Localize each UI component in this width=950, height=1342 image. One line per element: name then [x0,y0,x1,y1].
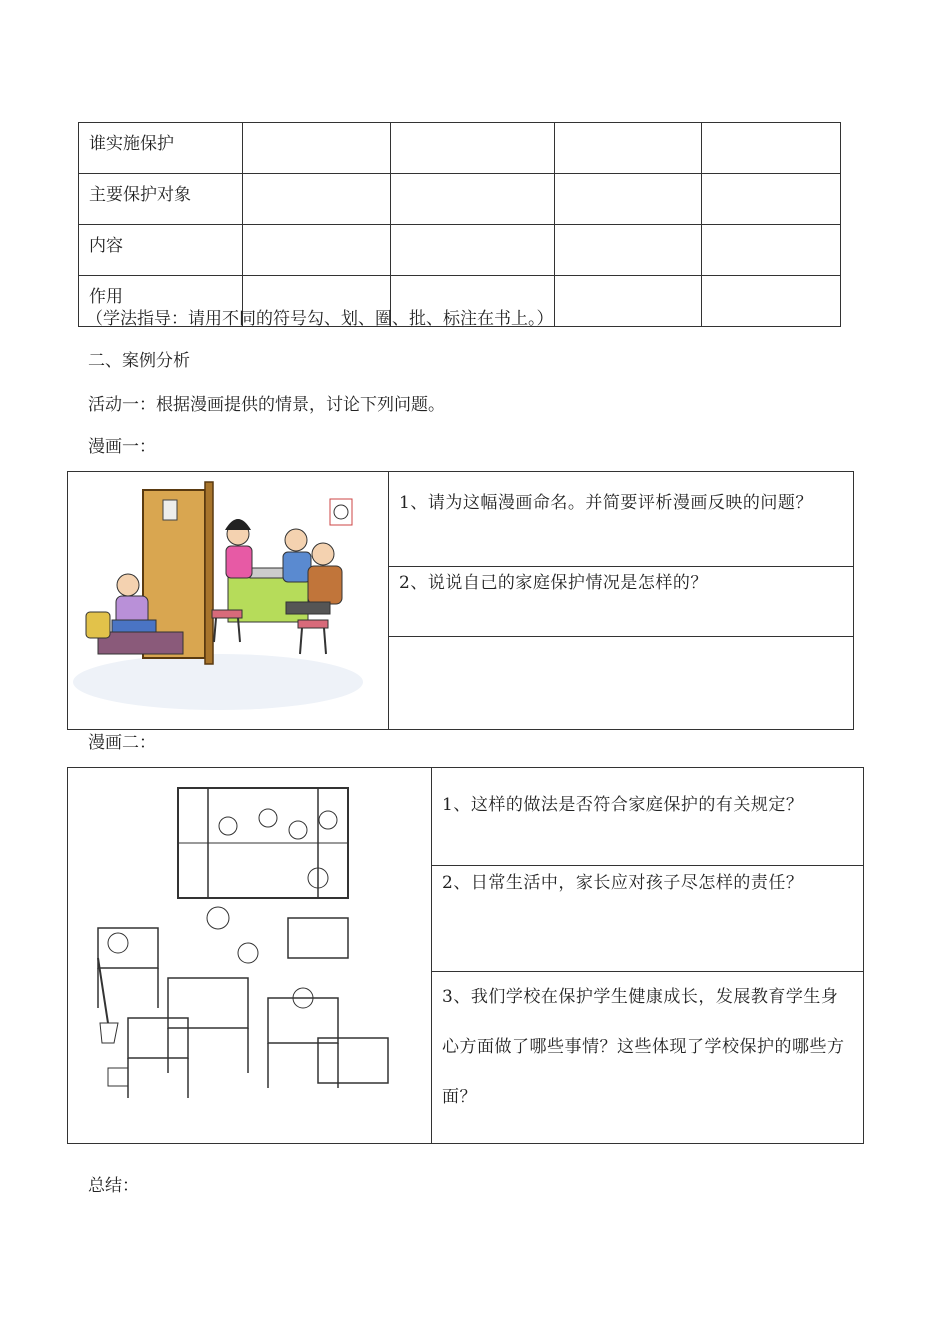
table-cell[interactable] [243,225,391,276]
comic1-question-2: 2、说说自己的家庭保护情况是怎样的？ [389,567,854,637]
table-row [79,174,841,225]
protection-table [78,122,841,327]
activity-heading: 活动一：根据漫画提供的情景，讨论下列问题。 [88,395,445,415]
comic1-question-1: 1、请为这幅漫画命名。并简要评析漫画反映的问题？ [389,472,854,567]
comic1-answer-cell[interactable] [389,637,854,730]
table-cell[interactable] [555,174,702,225]
classroom-cleaning-comic-image [68,768,431,1138]
family-mahjong-comic-image [68,472,388,724]
row-label: 作用 [79,276,243,327]
table-cell[interactable] [702,225,841,276]
table-cell[interactable] [555,123,702,174]
table-cell[interactable] [555,225,702,276]
comic2-question-2: 2、日常生活中，家长应对孩子尽怎样的责任？ [432,866,864,972]
table-row [79,123,841,174]
comic2-image-cell [68,768,432,1144]
row-label: 内容 [79,225,243,276]
table-cell[interactable] [391,225,555,276]
section-heading: 二、案例分析 [88,351,190,371]
table-cell[interactable] [391,174,555,225]
summary-label: 总结： [88,1176,139,1196]
comic1-image-cell [68,472,389,730]
comic1-label: 漫画一： [88,437,156,457]
comic2-question-1: 1、这样的做法是否符合家庭保护的有关规定？ [432,768,864,866]
table-row [79,225,841,276]
table-cell[interactable] [243,174,391,225]
study-note: （学法指导：请用不同的符号勾、划、圈、批、标注在书上。） [86,309,554,329]
table-cell[interactable] [702,174,841,225]
table-cell[interactable] [702,123,841,174]
row-label: 主要保护对象 [79,174,243,225]
comic2-label: 漫画二： [88,733,156,753]
row-label: 谁实施保护 [79,123,243,174]
comic2-question-3: 3、我们学校在保护学生健康成长，发展教育学生身心方面做了哪些事情？这些体现了学校保护的哪些方面？ [432,972,864,1144]
table-cell[interactable] [391,123,555,174]
table-cell[interactable] [243,123,391,174]
table-cell[interactable] [555,276,702,327]
table-cell[interactable] [702,276,841,327]
comic2-table [67,767,864,1144]
comic1-table [67,471,854,730]
